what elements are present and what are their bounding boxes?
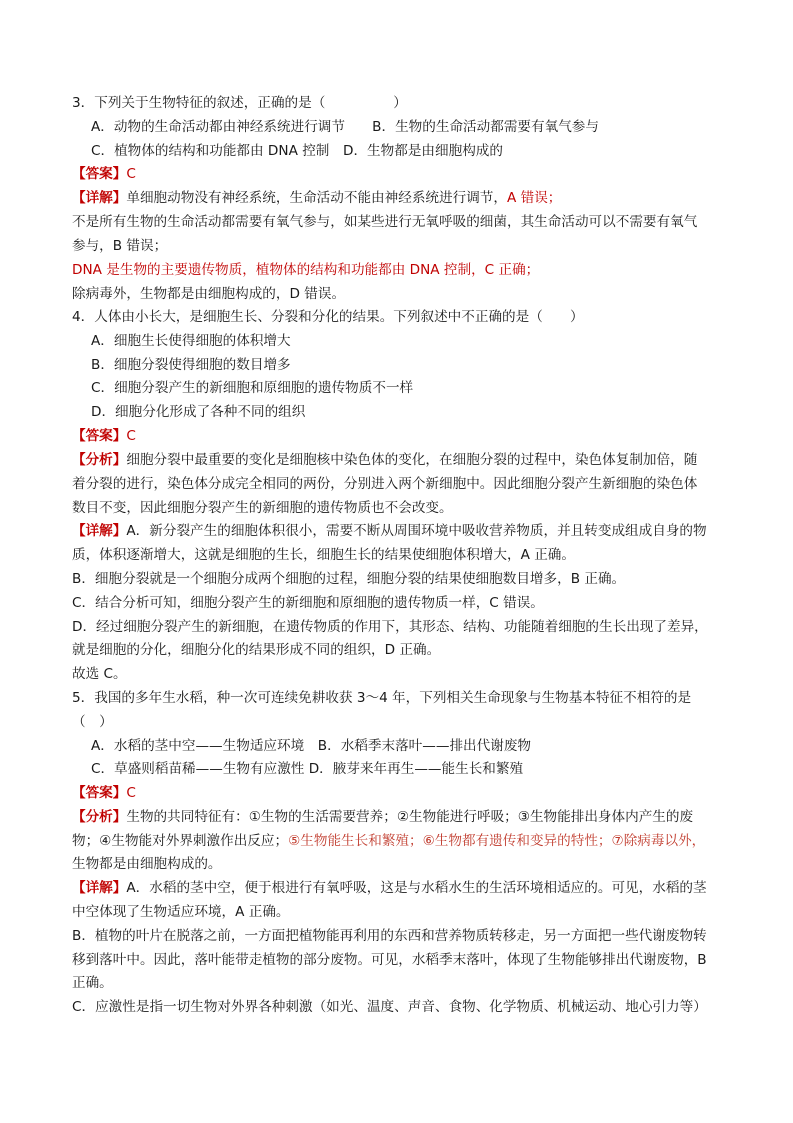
q4-analysis-line-1: 【分析】细胞分裂中最重要的变化是细胞核中染色体的变化，在细胞分裂的过程中，染色体复制加倍，随	[72, 452, 698, 468]
q4-detail-line-4: C．结合分析可知，细胞分裂产生的新细胞和原细胞的遗传物质一样，C 错误。	[72, 595, 544, 611]
answer-tag: 【答案】	[72, 428, 127, 444]
q3-detail-line-5: 除病毒外，生物都是由细胞构成的，D 错误。	[72, 286, 346, 302]
q5-question-line-1: 5．我国的多年生水稻，种一次可连续免耕收获 3～4 年，下列相关生命现象与生物基本特征不相符的是	[72, 690, 692, 706]
q3-question: 3．下列关于生物特征的叙述，正确的是（ ）	[72, 95, 407, 111]
q3-detail-line-1: 【详解】单细胞动物没有神经系统，生命活动不能由神经系统进行调节，A 错误；	[72, 190, 562, 206]
q3-detail-line-4: DNA 是生物的主要遗传物质，植物体的结构和功能都由 DNA 控制，C 正确；	[72, 262, 540, 278]
q5-detail-line-3: B．植物的叶片在脱落之前，一方面把植物能再利用的东西和营养物质转移走，另一方面把一些代谢废物转	[72, 928, 707, 944]
q3-answer: C	[126, 166, 136, 182]
q5-question-line-2: （ ）	[72, 714, 113, 730]
q3-options-ab: A．动物的生命活动都由神经系统进行调节 B．生物的生命活动都需要有氧气参与	[91, 119, 599, 135]
q4-answer: C	[126, 428, 136, 444]
detail-tag: 【详解】	[72, 190, 127, 206]
q5-detail-line-2: 中空体现了生物适应环境，A 正确。	[72, 904, 290, 920]
q4-option-a: A．细胞生长使得细胞的体积增大	[91, 333, 291, 349]
q4-analysis-line-2: 着分裂的进行，染色体分成完全相同的两份，分别进入两个新细胞中。因此细胞分裂产生新细胞的染色体	[72, 476, 698, 492]
q5-detail-line-6: C．应激性是指一切生物对外界各种刺激（如光、温度、声音、食物、化学物质、机械运动、地心引力等）	[72, 999, 707, 1015]
answer-tag: 【答案】	[72, 785, 127, 801]
q4-option-b: B．细胞分裂使得细胞的数目增多	[91, 357, 291, 373]
q4-question: 4．人体由小长大，是细胞生长、分裂和分化的结果。下列叙述中不正确的是（ ）	[72, 309, 584, 325]
q5-options-ab: A．水稻的茎中空——生物适应环境 B．水稻季末落叶——排出代谢废物	[91, 738, 532, 754]
q4-detail-line-5: D．经过细胞分裂产生的新细胞，在遗传物质的作用下，其形态、结构、功能随着细胞的生长出现了差异，	[72, 619, 708, 635]
q4-detail-line-3: B．细胞分裂就是一个细胞分成两个细胞的过程，细胞分裂的结果使细胞数目增多，B 正确。	[72, 571, 626, 587]
q5-answer: C	[126, 785, 136, 801]
q4-answer-line	[72, 427, 136, 445]
q4-detail-line-1: 【详解】A．新分裂产生的细胞体积很小，需要不断从周围环境中吸收营养物质，并且转变成组成自身的物	[72, 523, 707, 539]
q4-analysis-line-3: 数目不变，因此细胞分裂产生的新细胞的遗传物质也不会改变。	[72, 500, 453, 516]
detail-tag: 【详解】	[72, 880, 127, 896]
q5-detail-line-5: 正确。	[72, 975, 113, 991]
q4-detail-line-2: 质，体积逐渐增大，这就是细胞的生长，细胞生长的结果使细胞体积增大，A 正确。	[72, 547, 575, 563]
q3-detail-line-3: 参与，B 错误；	[72, 238, 168, 254]
q5-analysis-line-3: 生物都是由细胞构成的。	[72, 856, 222, 872]
analysis-tag: 【分析】	[72, 809, 127, 825]
answer-tag: 【答案】	[72, 166, 127, 182]
q4-option-d: D．细胞分化形成了各种不同的组织	[91, 404, 306, 420]
q5-analysis-line-1: 【分析】生物的共同特征有：①生物的生活需要营养；②生物能进行呼吸；③生物能排出身体内产生的废	[72, 809, 694, 825]
analysis-tag: 【分析】	[72, 452, 127, 468]
q5-detail-line-1: 【详解】A．水稻的茎中空，便于根进行有氧呼吸，这是与水稻水生的生活环境相适应的。可见，水稻的茎	[72, 880, 707, 896]
q3-detail-line-2: 不是所有生物的生命活动都需要有氧气参与，如某些进行无氧呼吸的细菌，其生命活动可以不需要有氧气	[72, 214, 698, 230]
q5-detail-line-4: 移到落叶中。因此，落叶能带走植物的部分废物。可见，水稻季末落叶，体现了生物能够排出代谢废物，B	[72, 952, 707, 968]
q3-answer-line	[72, 165, 136, 183]
q3-options-cd: C．植物体的结构和功能都由 DNA 控制 D．生物都是由细胞构成的	[91, 143, 503, 159]
detail-tag: 【详解】	[72, 523, 127, 539]
q5-answer-line	[72, 784, 136, 802]
q4-option-c: C．细胞分裂产生的新细胞和原细胞的遗传物质不一样	[91, 380, 414, 396]
q4-detail-line-6: 就是细胞的分化，细胞分化的结果形成不同的组织，D 正确。	[72, 642, 441, 658]
q5-options-cd: C．草盛则稻苗稀——生物有应激性 D．腋芽来年再生——能生长和繁殖	[91, 761, 524, 777]
q5-analysis-line-2: 物；④生物能对外界刺激作出反应；⑤生物能生长和繁殖；⑥生物都有遗传和变异的特性；⑦除病毒以外，	[72, 833, 706, 849]
q4-conclusion: 故选 C。	[72, 666, 127, 682]
